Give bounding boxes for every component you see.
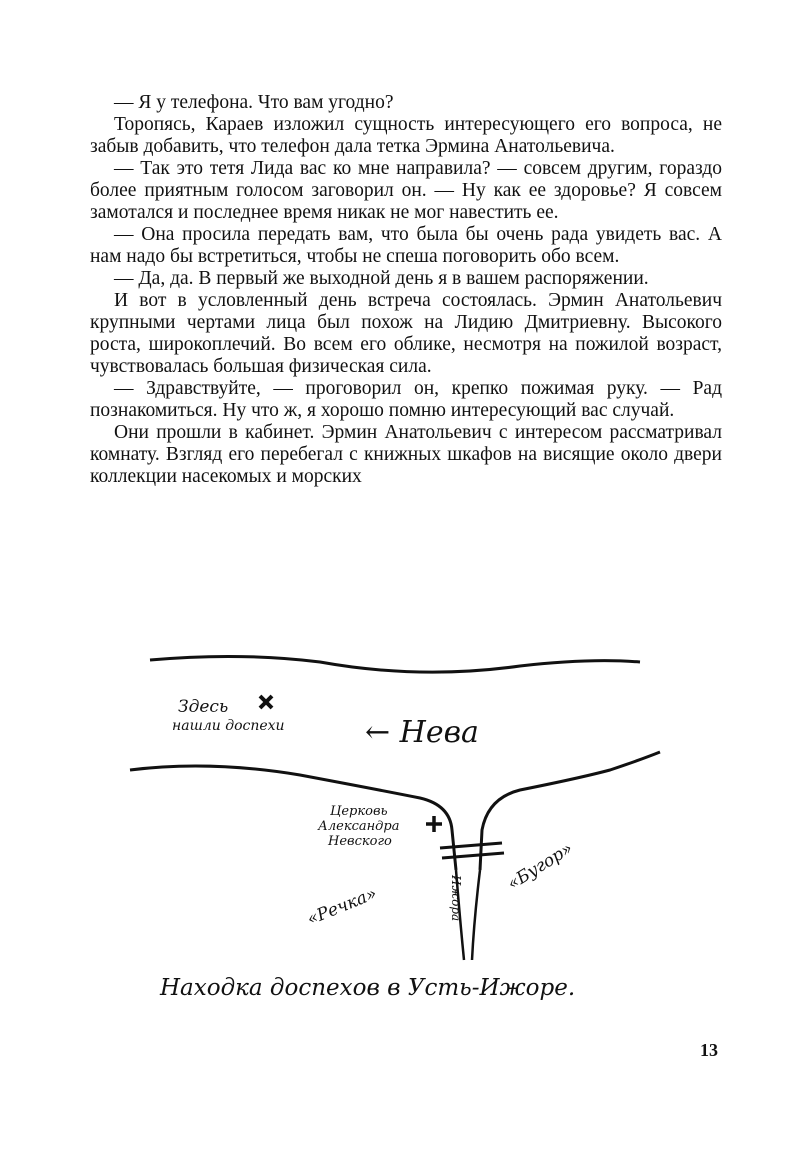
paragraph: Торопясь, Караев изложил сущность интересующего его вопроса, не забыв добавить, что телефон дала тетка Эрмина Анатольевича. [90, 114, 722, 157]
church-label-line1: Церковь [330, 804, 388, 819]
paragraph: Они прошли в кабинет. Эрмин Анатольевич с интересом рассматривал комнату. Взгляд его перебегал с книжных шкафов на висящие около двери коллекции насекомых и морских [90, 422, 722, 487]
paragraph: — Она просила передать вам, что была бы очень рада увидеть вас. А нам надо бы встретиться, чтобы не спеша поговорить обо всем. [90, 224, 722, 267]
bridge-bottom [442, 853, 504, 858]
map-caption: Находка доспехов в Усть-Ижоре. [160, 975, 576, 1001]
bridge-top [440, 843, 502, 848]
hand-drawn-map [120, 640, 680, 1010]
page-number: 13 [700, 1040, 718, 1060]
izhora-river-right [472, 870, 480, 960]
bugor-label: «Бугор» [504, 838, 577, 895]
find-location-mark [260, 696, 272, 708]
north-bank-line [150, 656, 640, 672]
found-here-label: Здесь [178, 697, 229, 717]
paragraph: — Я у телефона. Что вам угодно? [114, 92, 394, 113]
church-label-line3: Невского [328, 834, 392, 849]
paragraph: — Здравствуйте, — проговорил он, крепко пожимая руку. — Рад познакомиться. Ну что ж, я хорошо помню интересующий вас случай. [90, 378, 722, 421]
izhora-label: Ижора [449, 875, 463, 922]
map-drawing [120, 640, 680, 1010]
paragraph: — Да, да. В первый же выходной день я в вашем распоряжении. [114, 268, 649, 289]
paragraph: — Так это тетя Лида вас ко мне направила? — совсем другим, гораздо более приятным голосом заговорил он. — Ну как ее здоровье? Я совсем замотался и последнее время никак не мог навестить ее. [90, 158, 722, 223]
main-text [90, 92, 722, 488]
found-here-sublabel: нашли доспехи [172, 718, 285, 734]
church-label-line2: Александра [318, 819, 400, 834]
church-cross-icon [426, 816, 442, 832]
neva-river-label: ← Нева [365, 715, 479, 750]
paragraph: И вот в условленный день встреча состоялась. Эрмин Анатольевич крупными чертами лица был похож на Лидию Дмитриевну. Высокого роста, широкоплечий. Во всем его облике, несмотря на пожилой возраст, чувствовалась большая физическая сила. [90, 290, 722, 377]
rechka-label: «Речка» [304, 883, 380, 930]
south-bank-left [130, 766, 456, 870]
